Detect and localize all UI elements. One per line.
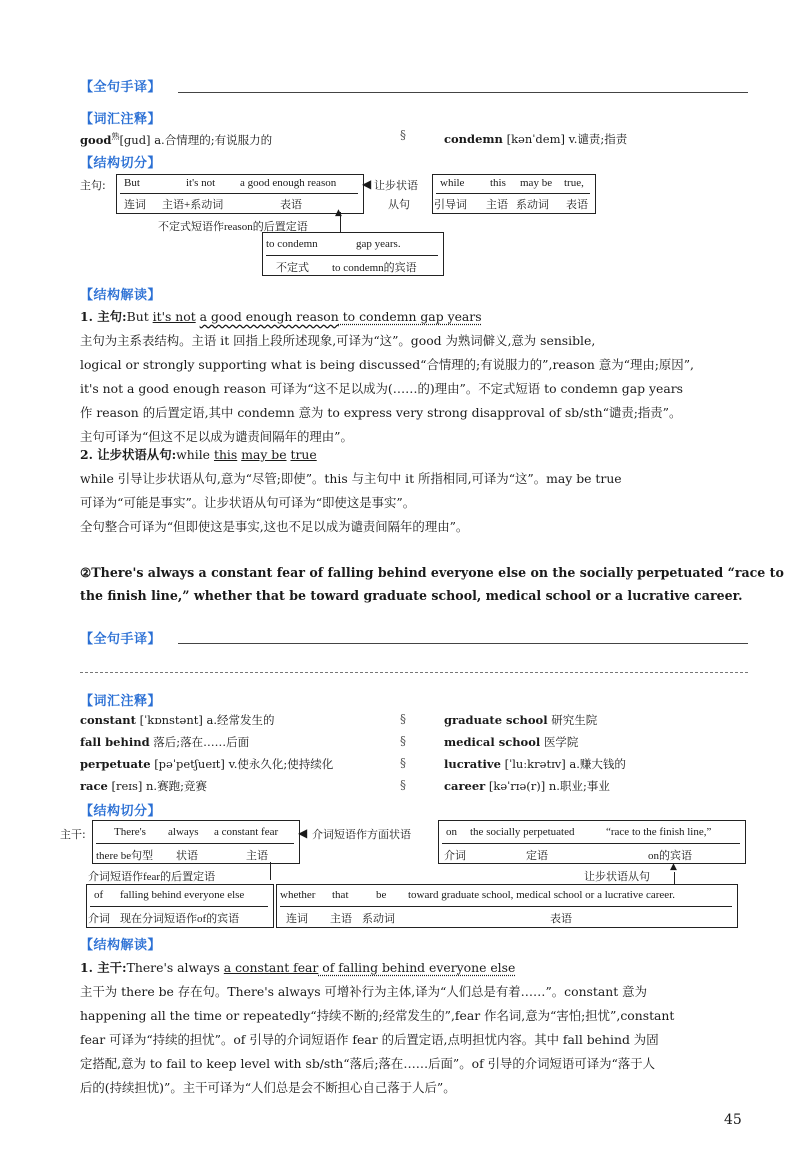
analysis-line: 主句为主系表结构。主语 it 回指上段所述现象,可译为“这”。good 为熟词僻义,意为 sensible, xyxy=(80,333,596,348)
word-always: always xyxy=(168,826,199,838)
word-theres: There's xyxy=(114,826,146,838)
role-wh-linking: 系动词 xyxy=(362,913,395,925)
page-number: 45 xyxy=(724,1112,742,1128)
role-conj: 连词 xyxy=(124,199,146,211)
translation-line[interactable] xyxy=(178,643,748,644)
connector-label: 让步状语 xyxy=(374,180,418,192)
word-while: while xyxy=(440,177,465,189)
vocab-fall-behind: fall behind 落后;落在……后面 xyxy=(80,735,250,749)
role-subj: 主语+系动词 xyxy=(162,199,224,211)
role-pred: 表语 xyxy=(280,199,302,211)
structure-label: 【结构切分】 xyxy=(80,156,162,171)
role-infinitive: 不定式 xyxy=(276,262,309,274)
word-whether: whether xyxy=(280,889,316,901)
arrow-up-icon: ▲ xyxy=(670,862,677,872)
role-linking: 系动词 xyxy=(516,199,549,211)
analysis-line: while 引导让步状语从句,意为“尽管;即使”。this 与主句中 it 所指相同,可译为“这”。may be true xyxy=(80,471,622,486)
word-of: of xyxy=(94,889,104,901)
word-socially-perpetuated: the socially perpetuated xyxy=(470,826,575,838)
word-its-not: it's not xyxy=(186,177,216,189)
role-attributive: 定语 xyxy=(526,850,548,862)
vocab-perpetuate: perpetuate [pəˈpetʃueɪt] v.使永久化;使持续化 xyxy=(80,757,334,771)
analysis-line: 主句可译为“但这不足以成为谴责间隔年的理由”。 xyxy=(80,429,353,444)
vocab-constant: constant [ˈkɒnstənt] a.经常发生的 xyxy=(80,713,275,727)
analysis-heading-1: 1. 主干:There's always a constant fear of falling behind everyone else xyxy=(80,960,516,975)
word-may-be: may be xyxy=(520,177,553,189)
translation-line-2[interactable] xyxy=(80,672,748,673)
analysis-label: 【结构解读】 xyxy=(80,288,162,303)
divider-icon: § xyxy=(400,128,406,142)
translation-line[interactable] xyxy=(178,92,748,93)
connector-label2: 从句 xyxy=(388,199,410,211)
structure-head: 主句: xyxy=(80,179,106,192)
word-this: this xyxy=(490,177,506,189)
vocab-race: race [reɪs] n.赛跑;竞赛 xyxy=(80,779,207,793)
concession-note: 让步状语从句 xyxy=(584,871,650,883)
role-on-object: on的宾语 xyxy=(648,850,692,862)
analysis-line: 后的(持续担忧)”。主干可译为“人们总是会不断担心自己落于人后”。 xyxy=(80,1080,456,1095)
word-reason: a good enough reason xyxy=(240,177,337,189)
analysis-line: 全句整合可译为“但即使这是事实,这也不足以成为谴责间隔年的理由”。 xyxy=(80,519,469,534)
arrow-left-icon: ◀ xyxy=(298,826,308,840)
sentence-2-line-2: the finish line,” whether that be toward graduate school, medical school or a lucrative career. xyxy=(80,588,743,603)
vocab-lucrative: lucrative [ˈluːkrətɪv] a.赚大钱的 xyxy=(444,757,626,771)
role-prep: 介词 xyxy=(444,850,466,862)
translation-label: 【全句手译】 xyxy=(80,632,162,647)
vocab-career: career [kəˈrɪə(r)] n.职业;事业 xyxy=(444,779,610,793)
analysis-line: it's not a good enough reason 可译为“这不足以成为(……的)理由”。不定式短语 to condemn gap years xyxy=(80,381,684,396)
role-subject: 主语 xyxy=(246,850,268,862)
analysis-line: fear 可译为“持续的担忧”。of 引导的介词短语作 fear 的后置定语,点明担忧内容。其中 fall behind 为固 xyxy=(80,1032,659,1047)
word-that: that xyxy=(332,889,349,901)
word-race-to-finish: “race to the finish line,” xyxy=(606,826,712,838)
word-gap-years: gap years. xyxy=(356,238,401,250)
word-fear: a constant fear xyxy=(214,826,279,838)
role-introducer: 引导词 xyxy=(434,199,467,211)
analysis-line: logical or strongly supporting what is being discussed“合情理的;有说服力的”,reason 意为“理由;原因”, xyxy=(80,357,694,372)
attr-note: 不定式短语作reason的后置定语 xyxy=(158,221,308,233)
role-wh-predicative: 表语 xyxy=(550,913,572,925)
analysis-label: 【结构解读】 xyxy=(80,938,162,953)
translation-label: 【全句手译】 xyxy=(80,80,162,95)
vocab-graduate-school: graduate school 研究生院 xyxy=(444,713,598,727)
arrow-up-icon: ▲ xyxy=(335,208,342,218)
role-predicative: 表语 xyxy=(566,199,588,211)
analysis-line: 主干为 there be 存在句。There's always 可增补行为主体,译为“人们总是有着……”。constant 意为 xyxy=(80,984,647,999)
word-toward: toward graduate school, medical school or a lucrative career. xyxy=(408,889,675,901)
vocab-label: 【词汇注释】 xyxy=(80,694,162,709)
word-falling-behind: falling behind everyone else xyxy=(120,889,245,901)
word-but: But xyxy=(124,177,140,189)
role-conjunction: 连词 xyxy=(286,913,308,925)
arrow-left-icon: ◀ xyxy=(362,177,372,191)
sentence-2-line-1: ②There's always a constant fear of falling behind everyone else on the socially perpetuated “race to xyxy=(80,565,784,580)
analysis-heading-2: 2. 让步状语从句:while this may be true xyxy=(80,447,317,462)
role-adverbial: 状语 xyxy=(176,850,198,862)
structure-head: 主干: xyxy=(60,828,86,841)
vocab-condemn: condemn [kənˈdem] v.谴责;指责 xyxy=(444,132,628,146)
attr-note: 介词短语作fear的后置定语 xyxy=(88,871,216,883)
divider-icon: § § § § xyxy=(400,712,406,792)
structure-label: 【结构切分】 xyxy=(80,804,162,819)
analysis-line: 定搭配,意为 to fail to keep level with sb/sth“落后;落在……后面”。of 引导的介词短语可译为“落于人 xyxy=(80,1056,656,1071)
analysis-line: 可译为“可能是事实”。让步状语从句可译为“即使这是事实”。 xyxy=(80,495,416,510)
analysis-heading-1: 1. 主句:But it's not a good enough reason to condemn gap years xyxy=(80,309,482,324)
analysis-line: 作 reason 的后置定语,其中 condemn 意为 to express very strong disapproval of sb/sth“谴责;指责”。 xyxy=(80,405,682,420)
word-true: true, xyxy=(564,177,584,189)
word-to-condemn: to condemn xyxy=(266,238,318,250)
connector-label: 介词短语作方面状语 xyxy=(312,829,411,841)
role-there-be: there be句型 xyxy=(96,850,154,862)
word-be: be xyxy=(376,889,387,901)
vocab-medical-school: medical school 医学院 xyxy=(444,735,579,749)
vocab-good: good$^熟$[ɡud] a.合情理的;有说服力的 xyxy=(80,132,273,147)
analysis-line: happening all the time or repeatedly“持续不断的;经常发生的”,fear 作名词,意为“害怕;担忧”,constant xyxy=(80,1008,675,1023)
vocab-label: 【词汇注释】 xyxy=(80,112,162,127)
role-object: to condemn的宾语 xyxy=(332,262,417,274)
role-subject: 主语 xyxy=(486,199,508,211)
role-participle: 现在分词短语作of的宾语 xyxy=(120,913,240,925)
word-on: on xyxy=(446,826,457,838)
role-of-prep: 介词 xyxy=(88,913,110,925)
role-wh-subject: 主语 xyxy=(330,913,352,925)
